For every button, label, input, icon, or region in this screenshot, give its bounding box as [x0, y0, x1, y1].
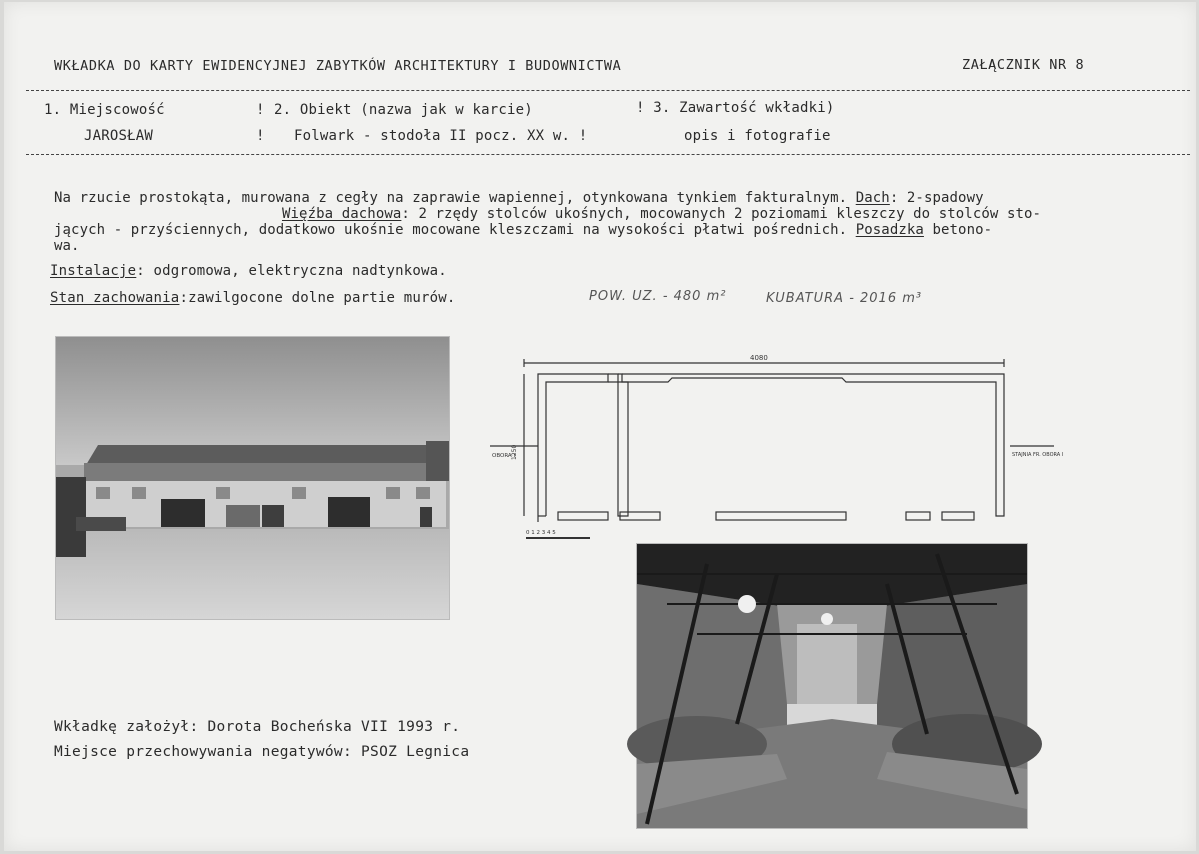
field-separator: ! — [256, 128, 265, 144]
plan-dimension-top: 4080 — [750, 354, 768, 362]
handwritten-volume: KUBATURA - 2016 m³ — [766, 291, 923, 306]
interior-photo — [636, 543, 1028, 829]
handwritten-area: POW. UZ. - 480 m² — [589, 289, 727, 304]
floor-plan — [486, 350, 1064, 550]
card-title: WKŁADKA DO KARTY EWIDENCYJNEJ ZABYTKÓW ARCHITEKTURY I BUDOWNICTWA — [54, 58, 622, 74]
field-separator: ! — [256, 102, 265, 118]
record-card — [4, 2, 1196, 851]
plan-scale-label: 0 1 2 3 4 5 — [526, 530, 556, 536]
plan-label-left: OBORA I — [492, 453, 516, 459]
plan-dimension-side: 1250 — [511, 444, 518, 460]
field-contents-label: ! 3. Zawartość wkładki) — [636, 100, 835, 116]
description-text: Na rzucie prostokąta, murowana z cegły na zaprawie wapiennej, otynkowana tynkiem fakturalnym. Dach: 2-spadowy Więźba dachowa: 2 rzędy stolców ukośnych, mocowanych 2 poziomami kleszczy do stolców sto- jących - przyściennych, dodatkowo ukośnie mocowane kleszczami na wysokości płatwi pośrednich. Posadzka betono- wa. — [54, 190, 1042, 254]
field-contents-value: opis i fotografie — [684, 128, 831, 144]
divider-top — [26, 90, 1190, 91]
field-locality-label: 1. Miejscowość — [44, 102, 165, 118]
field-locality-value: JAROSŁAW — [84, 128, 154, 144]
divider-bottom — [26, 154, 1190, 155]
exterior-photo — [55, 336, 450, 620]
field-object-label: 2. Obiekt (nazwa jak w karcie) — [274, 102, 533, 118]
condition-line: Stan zachowania:zawilgocone dolne partie murów. — [50, 290, 456, 306]
negatives-storage-line: Miejsce przechowywania negatywów: PSOZ Legnica — [54, 744, 470, 760]
plan-label-right: STAJNIA FR. OBORA I — [1012, 452, 1064, 458]
annex-number: ZAŁĄCZNIK NR 8 — [962, 57, 1085, 73]
founder-line: Wkładkę założył: Dorota Bocheńska VII 1993 r. — [54, 719, 461, 735]
installations-line: Instalacje: odgromowa, elektryczna nadtynkowa. — [50, 263, 447, 279]
field-object-value: Folwark - stodoła II pocz. XX w. ! — [294, 128, 588, 144]
